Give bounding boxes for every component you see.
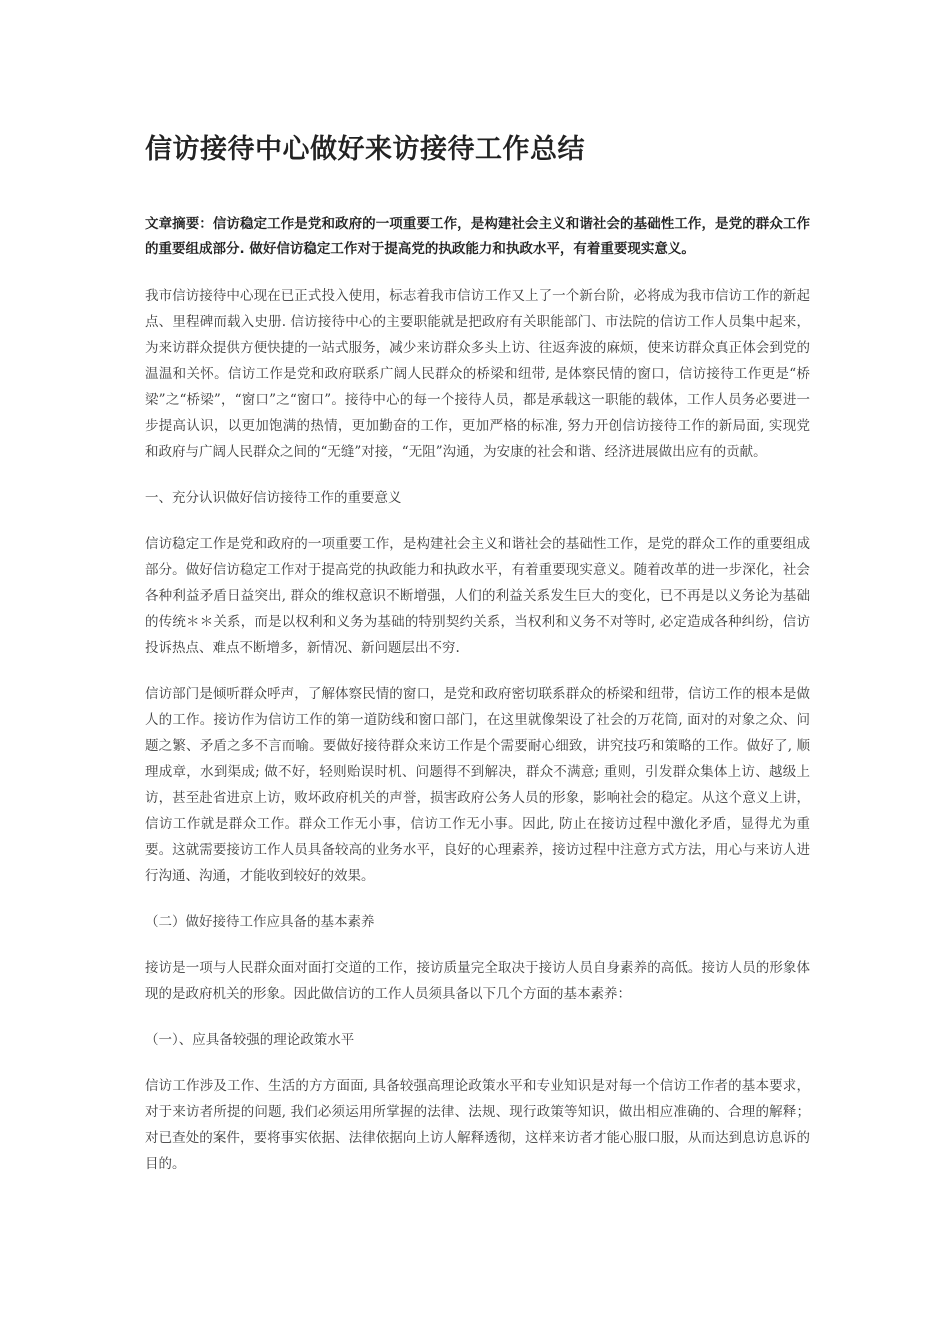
section-heading-1: 一、充分认识做好信访接待工作的重要意义: [145, 490, 402, 506]
document-title: 信访接待中心做好来访接待工作总结: [145, 134, 585, 165]
paragraph-policy-level: 信访工作涉及工作、生活的方方面面, 具备较强高理论政策水平和专业知识是对每一个信访工作者的基本要求，对于来访者所提的问题, 我们必须运用所掌握的法律、法规、现行政策等知识，做出相应准确的、合理的解释；对已查处的案件，要将事实依据、法律依据向上访人解释透彻，这样来访者才能心服口服，从而达到息访息诉的目的。: [145, 1078, 810, 1172]
document-page: [145, 128, 810, 1197]
paragraph-significance: 信访稳定工作是党和政府的一项重要工作，是构建社会主义和谐社会的基础性工作，是党的群众工作的重要组成部分。做好信访稳定工作对于提高党的执政能力和执政水平，有着重要现实意义。随着改革的进一步深化，社会各种利益矛盾日益突出, 群众的维权意识不断增强，人们的利益关系发生巨大的变化，已不再是以义务论为基础的传统＊＊关系，而是以权利和义务为基础的特别契约关系，当权利和义务不对等时, 必定造成各种纠纷，信访投诉热点、难点不断增多，新情况、新问题层出不穷.: [145, 536, 810, 656]
subsection-heading-1: （一）、应具备较强的理论政策水平: [145, 1032, 355, 1048]
section-heading-2: （二）做好接待工作应具备的基本素养: [145, 914, 375, 930]
paragraph-intro: 我市信访接待中心现在已正式投入使用，标志着我市信访工作又上了一个新台阶，必将成为我市信访工作的新起点、里程碑而载入史册. 信访接待中心的主要职能就是把政府有关职能部门、市法院的信访工作人员集中起来，为来访群众提供方便快捷的一站式服务，减少来访群众多头上访、往返奔波的麻烦，使来访群众真正体会到党的温温和关怀。信访工作是党和政府联系广阔人民群众的桥梁和纽带, 是体察民情的窗口，信访接待工作更是“桥梁”之“桥梁”，“窗口”之“窗口”。接待中心的每一个接待人员，都是承载这一职能的载体，工作人员务必要进一步提高认识，以更加饱满的热情，更加勤奋的工作，更加严格的标准, 努力开创信访接待工作的新局面, 实现党和政府与广阔人民群众之间的“无缝”对接，“无阻”沟通，为安康的社会和谐、经济进展做出应有的贡献。: [145, 288, 810, 460]
paragraph-qualities: 接访是一项与人民群众面对面打交道的工作，接访质量完全取决于接访人员自身素养的高低。接访人员的形象体现的是政府机关的形象。因此做信访的工作人员须具备以下几个方面的基本素养：: [145, 960, 810, 1002]
paragraph-department-role: 信访部门是倾听群众呼声，了解体察民情的窗口，是党和政府密切联系群众的桥梁和纽带，信访工作的根本是做人的工作。接访作为信访工作的第一道防线和窗口部门，在这里就像架设了社会的万花筒, 面对的对象之众、问题之繁、矛盾之多不言而喻。要做好接待群众来访工作是个需要耐心细致，讲究技巧和策略的工作。做好了, 顺理成章，水到渠成; 做不好，轻则贻误时机、问题得不到解决，群众不满意; 重则，引发群众集体上访、越级上访，甚至赴省进京上访，败坏政府机关的声誉，损害政府公务人员的形象，影响社会的稳定。从这个意义上讲，信访工作就是群众工作。群众工作无小事，信访工作无小事。因此, 防止在接访过程中激化矛盾，显得尤为重要。这就需要接访工作人员具备较高的业务水平，良好的心理素养，接访过程中注意方式方法，用心与来访人进行沟通、沟通，才能收到较好的效果。: [145, 686, 810, 884]
article-summary: 文章摘要：信访稳定工作是党和政府的一项重要工作，是构建社会主义和谐社会的基础性工作，是党的群众工作的重要组成部分. 做好信访稳定工作对于提高党的执政能力和执政水平，有着重要现实意义。: [145, 216, 810, 257]
